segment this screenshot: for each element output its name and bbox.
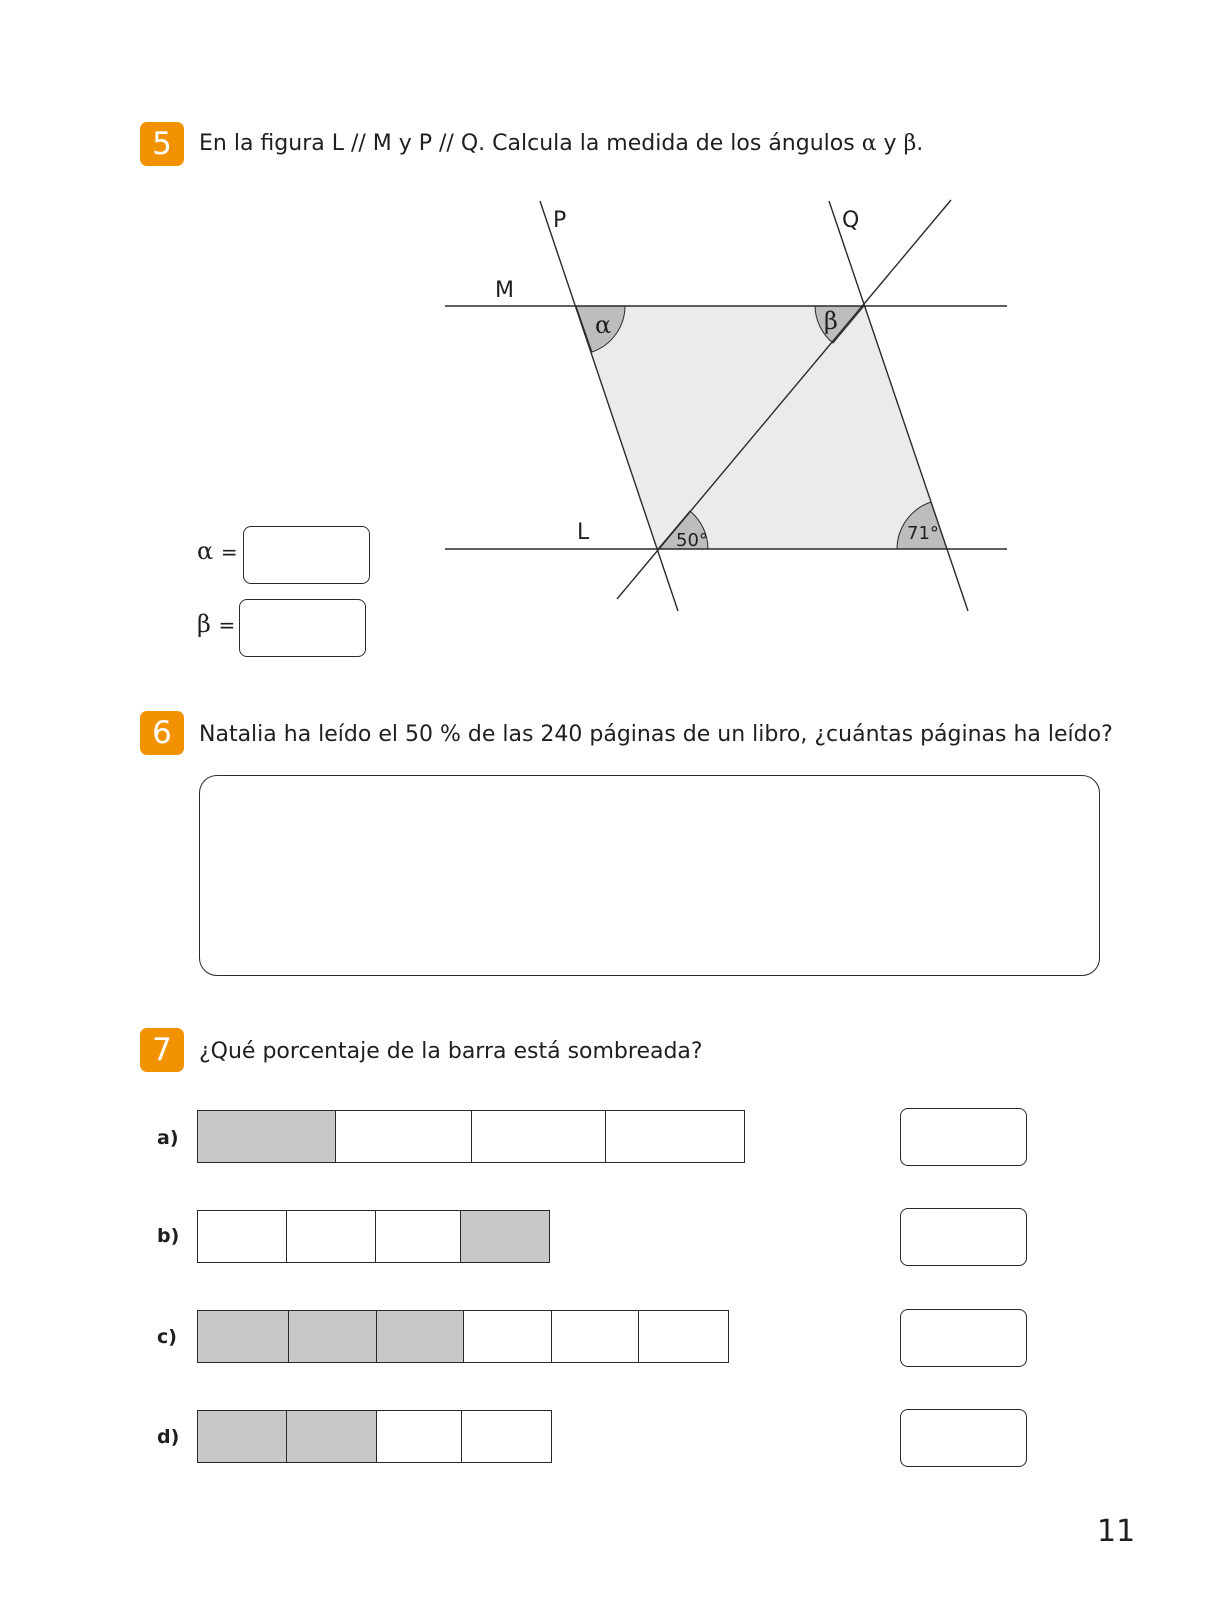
page-number: 11 [1097, 1514, 1136, 1549]
label-P: P [553, 208, 567, 233]
row-c-bar [197, 1310, 729, 1363]
question-7-text: ¿Qué porcentaje de la barra está sombreada? [199, 1039, 703, 1064]
angle-beta-label: β [824, 307, 838, 335]
bar-segment [462, 1411, 551, 1462]
bar-segment [606, 1111, 744, 1162]
bar-segment [552, 1311, 639, 1362]
question-5-text-intro: En la figura L // M y P // Q. Calcula la medida de los ángulos [199, 131, 862, 156]
bar-segment [198, 1311, 289, 1362]
bar-segment [376, 1211, 461, 1262]
question-5-text-and: y [876, 131, 904, 156]
row-b-label: b) [157, 1225, 180, 1247]
row-b-answer-box[interactable] [900, 1208, 1027, 1266]
row-b-bar [197, 1210, 550, 1263]
bar-segment [198, 1211, 287, 1262]
question-7-number: 7 [140, 1028, 184, 1072]
shaded-parallelogram [576, 306, 947, 549]
row-a-bar [197, 1110, 745, 1163]
bar-segment [377, 1311, 464, 1362]
bar-segment [464, 1311, 552, 1362]
bar-segment [377, 1411, 462, 1462]
alpha-answer-label [197, 536, 238, 567]
bar-segment [289, 1311, 377, 1362]
bar-segment [287, 1211, 376, 1262]
bar-segment [198, 1111, 336, 1162]
row-a-label: a) [157, 1127, 179, 1149]
row-d-answer-box[interactable] [900, 1409, 1027, 1467]
row-d-label: d) [157, 1426, 180, 1448]
angle-alpha-label: α [595, 311, 612, 339]
beta-equals: = [218, 613, 236, 637]
alpha-answer-symbol: α [197, 537, 214, 565]
row-d-bar [197, 1410, 552, 1463]
parallel-lines-figure [0, 0, 1222, 660]
bar-segment [461, 1211, 549, 1262]
alpha-answer-box[interactable] [243, 526, 370, 584]
label-M: M [495, 278, 514, 303]
row-c-label: c) [157, 1326, 177, 1348]
beta-answer-box[interactable] [239, 599, 366, 657]
label-Q: Q [842, 208, 860, 233]
row-a-answer-box[interactable] [900, 1108, 1027, 1166]
angle-50-label: 50° [676, 530, 708, 551]
bar-segment [198, 1411, 287, 1462]
question-6-answer-area[interactable] [199, 775, 1100, 976]
bar-segment [287, 1411, 377, 1462]
beta-answer-symbol: β [197, 610, 211, 638]
alpha-equals: = [220, 540, 238, 564]
row-c-answer-box[interactable] [900, 1309, 1027, 1367]
question-5-text-end: . [916, 131, 924, 156]
question-6-text: Natalia ha leído el 50 % de las 240 páginas de un libro, ¿cuántas páginas ha leído? [199, 722, 1113, 747]
bar-segment [472, 1111, 606, 1162]
bar-segment [336, 1111, 472, 1162]
question-5-alpha: α [861, 131, 877, 156]
question-5-number: 5 [140, 122, 184, 166]
angle-71-label: 71° [907, 523, 939, 544]
label-L: L [577, 520, 590, 545]
question-6-number: 6 [140, 711, 184, 755]
question-5-beta: β [903, 131, 917, 156]
beta-answer-label [197, 609, 235, 640]
bar-segment [639, 1311, 728, 1362]
